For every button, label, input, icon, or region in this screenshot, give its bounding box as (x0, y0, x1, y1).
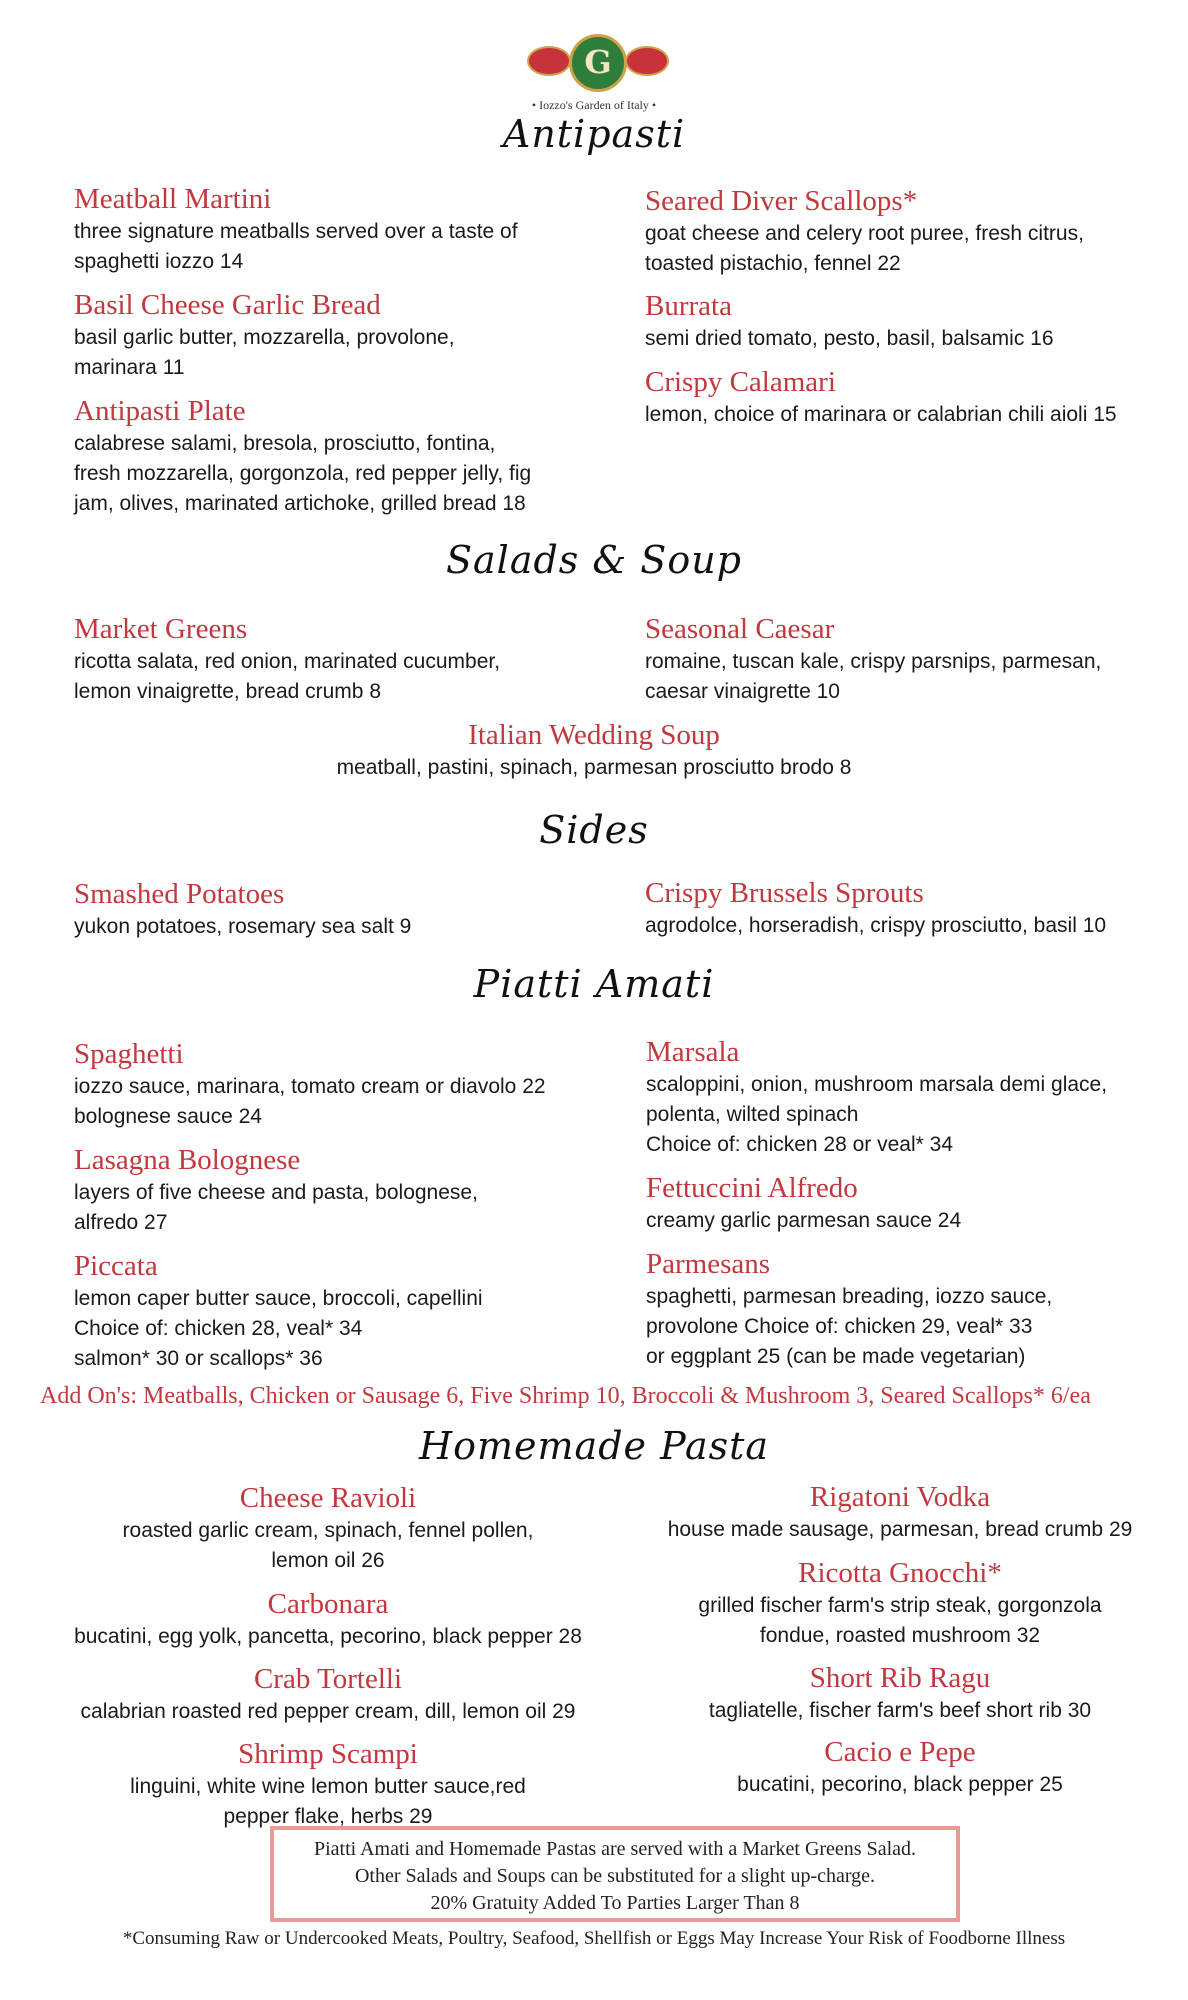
menu-item-shrimp-scampi (30, 1736, 626, 1832)
menu-item-spaghetti (74, 1036, 546, 1132)
menu-item-crab-tortelli (30, 1661, 626, 1727)
menu-item-smashed-potatoes (74, 876, 411, 942)
logo-left-ornament (527, 46, 571, 76)
item-name: Italian Wedding Soup (468, 719, 720, 751)
menu-item-ricotta-gnocchi (610, 1555, 1188, 1651)
item-desc: iozzo sauce, marinara, tomato cream or diavolo 22 (74, 1075, 546, 1098)
item-desc: romaine, tuscan kale, crispy parsnips, parmesan, (645, 650, 1102, 673)
item-desc: bucatini, pecorino, black pepper 25 (737, 1773, 1063, 1796)
item-desc: salmon* 30 or scallops* 36 (74, 1347, 323, 1370)
item-desc: agrodolce, horseradish, crispy prosciutto, basil 10 (645, 914, 1107, 937)
menu-item-crispy-brussels-sprouts (645, 875, 1106, 941)
menu-item-short-rib-ragu (610, 1660, 1188, 1726)
item-desc: pepper flake, herbs 29 (223, 1805, 433, 1828)
item-name: Ricotta Gnocchi* (798, 1557, 1002, 1589)
item-desc: fondue, roasted mushroom 32 (759, 1624, 1041, 1647)
menu-item-meatball-martini (74, 181, 518, 277)
menu-item-rigatoni-vodka (610, 1479, 1188, 1545)
add-ons-line: Add On's: Meatballs, Chicken or Sausage 6, Five Shrimp 10, Broccoli & Mushroom 3, Seared Scallops* 6/ea (40, 1383, 1091, 1409)
section-title-salads-soup: Salads & Soup (445, 538, 742, 582)
item-name: Cacio e Pepe (824, 1736, 976, 1768)
item-desc: Choice of: chicken 28, veal* 34 (74, 1317, 363, 1340)
item-name: Shrimp Scampi (238, 1738, 418, 1770)
menu-item-fettuccini-alfredo (646, 1170, 961, 1236)
item-desc: grilled fischer farm's strip steak, gorgonzola (698, 1594, 1102, 1617)
section-title-piatti-amati: Piatti Amati (473, 962, 715, 1006)
item-name: Short Rib Ragu (809, 1662, 991, 1694)
item-name: Burrata (645, 290, 732, 322)
item-desc: lemon, choice of marinara or calabrian chili aioli 15 (645, 403, 1117, 426)
item-desc: polenta, wilted spinach (646, 1103, 859, 1126)
menu-item-italian-wedding-soup (0, 717, 1188, 783)
logo-monogram-badge (569, 34, 627, 92)
item-desc: or eggplant 25 (can be made vegetarian) (646, 1345, 1026, 1368)
item-desc: caesar vinaigrette 10 (645, 680, 840, 703)
menu-item-carbonara (30, 1586, 626, 1652)
item-desc: yukon potatoes, rosemary sea salt 9 (74, 915, 412, 938)
item-name: Rigatoni Vodka (809, 1481, 991, 1513)
item-name: Cheese Ravioli (239, 1482, 417, 1514)
item-desc: lemon caper butter sauce, broccoli, capellini (74, 1287, 483, 1310)
menu-item-antipasti-plate (74, 393, 531, 519)
menu-item-crispy-calamari (645, 364, 1117, 430)
item-name: Piccata (74, 1250, 158, 1282)
item-name: Market Greens (74, 613, 248, 645)
item-name: Crispy Brussels Sprouts (645, 877, 924, 909)
item-name: Marsala (646, 1036, 740, 1068)
item-desc: three signature meatballs served over a taste of (74, 220, 518, 243)
menu-item-market-greens (74, 611, 500, 707)
menu-item-seared-diver-scallops (645, 183, 1084, 279)
item-desc: creamy garlic parmesan sauce 24 (646, 1209, 962, 1232)
item-desc: basil garlic butter, mozzarella, provolone, (74, 326, 455, 349)
served-with-note-box (270, 1826, 960, 1922)
logo-brand-name: Iozzo's Garden of Italy (539, 98, 649, 112)
item-name: Seared Diver Scallops* (645, 185, 918, 217)
item-desc: meatball, pastini, spinach, parmesan prosciutto brodo 8 (336, 756, 852, 779)
item-name: Crispy Calamari (645, 366, 836, 398)
item-name: Lasagna Bolognese (74, 1144, 301, 1176)
item-name: Fettuccini Alfredo (646, 1172, 858, 1204)
item-desc: lemon vinaigrette, bread crumb 8 (74, 680, 381, 703)
item-desc: goat cheese and celery root puree, fresh citrus, (645, 222, 1084, 245)
item-desc: lemon oil 26 (271, 1549, 385, 1572)
item-desc: linguini, white wine lemon butter sauce,red (130, 1775, 526, 1798)
item-desc: toasted pistachio, fennel 22 (645, 252, 901, 275)
item-name: Carbonara (267, 1588, 389, 1620)
logo-caption: • Iozzo's Garden of Italy • (531, 98, 657, 112)
section-title-homemade-pasta: Homemade Pasta (418, 1424, 770, 1468)
item-name: Seasonal Caesar (645, 613, 835, 645)
menu-item-cacio-e-pepe (610, 1734, 1188, 1800)
item-desc: fresh mozzarella, gorgonzola, red pepper jelly, fig (74, 462, 532, 485)
logo-right-ornament (625, 46, 669, 76)
item-desc: bolognese sauce 24 (74, 1105, 262, 1128)
menu-item-seasonal-caesar (645, 611, 1101, 707)
item-desc: calabrian roasted red pepper cream, dill, lemon oil 29 (80, 1700, 576, 1723)
note-line: Other Salads and Soups can be substituted for a slight up-charge. (354, 1865, 876, 1887)
menu-item-marsala (646, 1034, 1107, 1160)
item-name: Spaghetti (74, 1038, 184, 1070)
item-desc: calabrese salami, bresola, prosciutto, fontina, (74, 432, 496, 455)
item-desc: ricotta salata, red onion, marinated cucumber, (74, 650, 501, 673)
item-name: Smashed Potatoes (74, 878, 285, 910)
item-desc: scaloppini, onion, mushroom marsala demi glace, (646, 1073, 1108, 1096)
menu-item-lasagna-bolognese (74, 1142, 478, 1238)
item-desc: bucatini, egg yolk, pancetta, pecorino, black pepper 28 (74, 1625, 582, 1648)
item-desc: semi dried tomato, pesto, basil, balsamic 16 (645, 327, 1054, 350)
menu-item-cheese-ravioli (30, 1480, 626, 1576)
note-line: 20% Gratuity Added To Parties Larger Than 8 (430, 1892, 800, 1914)
item-desc: spaghetti, parmesan breading, iozzo sauce, (646, 1285, 1053, 1308)
item-desc: spaghetti iozzo 14 (74, 250, 244, 273)
restaurant-logo (0, 14, 1188, 110)
menu-item-piccata (74, 1248, 483, 1374)
section-title-sides: Sides (539, 808, 649, 852)
item-name: Antipasti Plate (74, 395, 246, 427)
section-title-antipasti: Antipasti (502, 112, 686, 156)
item-desc: marinara 11 (74, 356, 185, 379)
note-line: Piatti Amati and Homemade Pastas are served with a Market Greens Salad. (313, 1838, 917, 1860)
item-desc: alfredo 27 (74, 1211, 168, 1234)
item-desc: tagliatelle, fischer farm's beef short rib 30 (708, 1699, 1092, 1722)
logo-monogram: G (584, 43, 612, 81)
food-safety-disclaimer: *Consuming Raw or Undercooked Meats, Poultry, Seafood, Shellfish or Eggs May Increase Your Risk of Foodborne Illness (122, 1928, 1066, 1949)
item-desc: provolone Choice of: chicken 29, veal* 33 (646, 1315, 1033, 1338)
item-name: Meatball Martini (74, 183, 272, 215)
item-name: Parmesans (646, 1248, 771, 1280)
menu-item-basil-cheese-garlic-bread (74, 287, 455, 383)
item-desc: roasted garlic cream, spinach, fennel pollen, (122, 1519, 534, 1542)
menu-item-burrata (645, 288, 1054, 354)
item-desc: jam, olives, marinated artichoke, grilled bread 18 (74, 492, 526, 515)
item-desc: Choice of: chicken 28 or veal* 34 (646, 1133, 954, 1156)
item-name: Basil Cheese Garlic Bread (74, 289, 381, 321)
item-desc: layers of five cheese and pasta, bolognese, (74, 1181, 478, 1204)
item-name: Crab Tortelli (253, 1663, 403, 1695)
item-desc: house made sausage, parmesan, bread crumb 29 (667, 1518, 1133, 1541)
menu-item-parmesans (646, 1246, 1052, 1372)
